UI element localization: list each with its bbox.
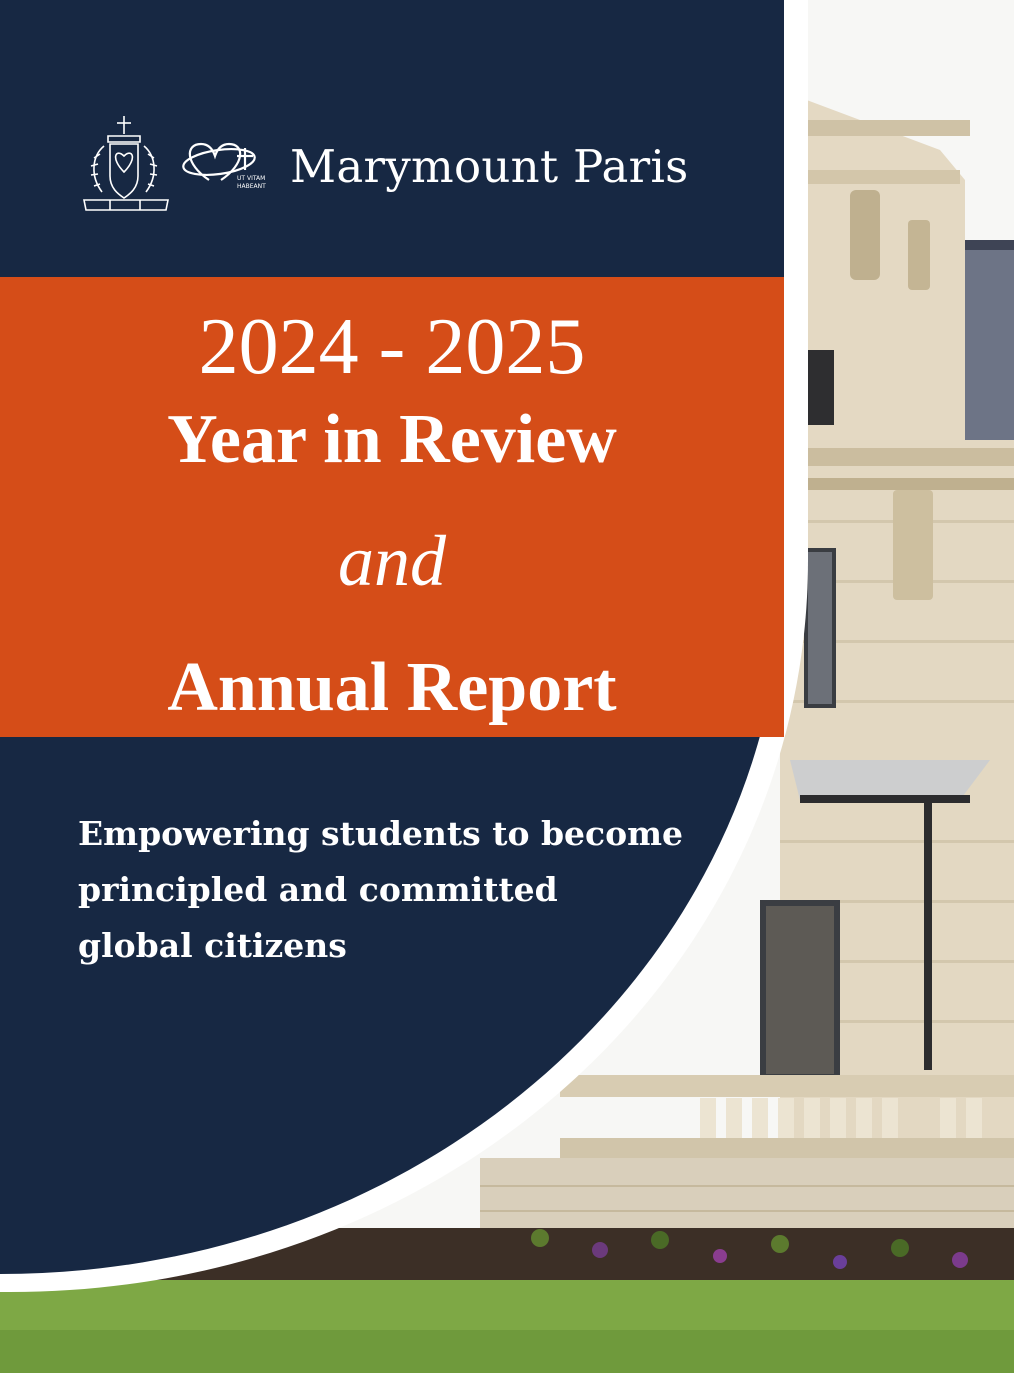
title-connector: and <box>338 521 446 601</box>
report-years: 2024 - 2025 <box>198 303 586 391</box>
tagline-line-2: principled and committed <box>78 870 558 909</box>
logo-group <box>80 112 279 216</box>
motto-line2: HABEANT <box>237 183 266 190</box>
tagline-line-3: global citizens <box>78 926 347 965</box>
brand-name: Marymount Paris <box>290 140 689 193</box>
motto-line1: UT VITAM <box>237 175 266 182</box>
title-year-in-review: Year in Review <box>167 401 617 478</box>
heart-cross-logo-icon <box>179 134 279 194</box>
tagline <box>78 806 683 974</box>
title-annual-report: Annual Report <box>167 649 617 726</box>
tagline-line-1: Empowering students to become <box>78 814 684 853</box>
crest-icon <box>80 112 175 216</box>
